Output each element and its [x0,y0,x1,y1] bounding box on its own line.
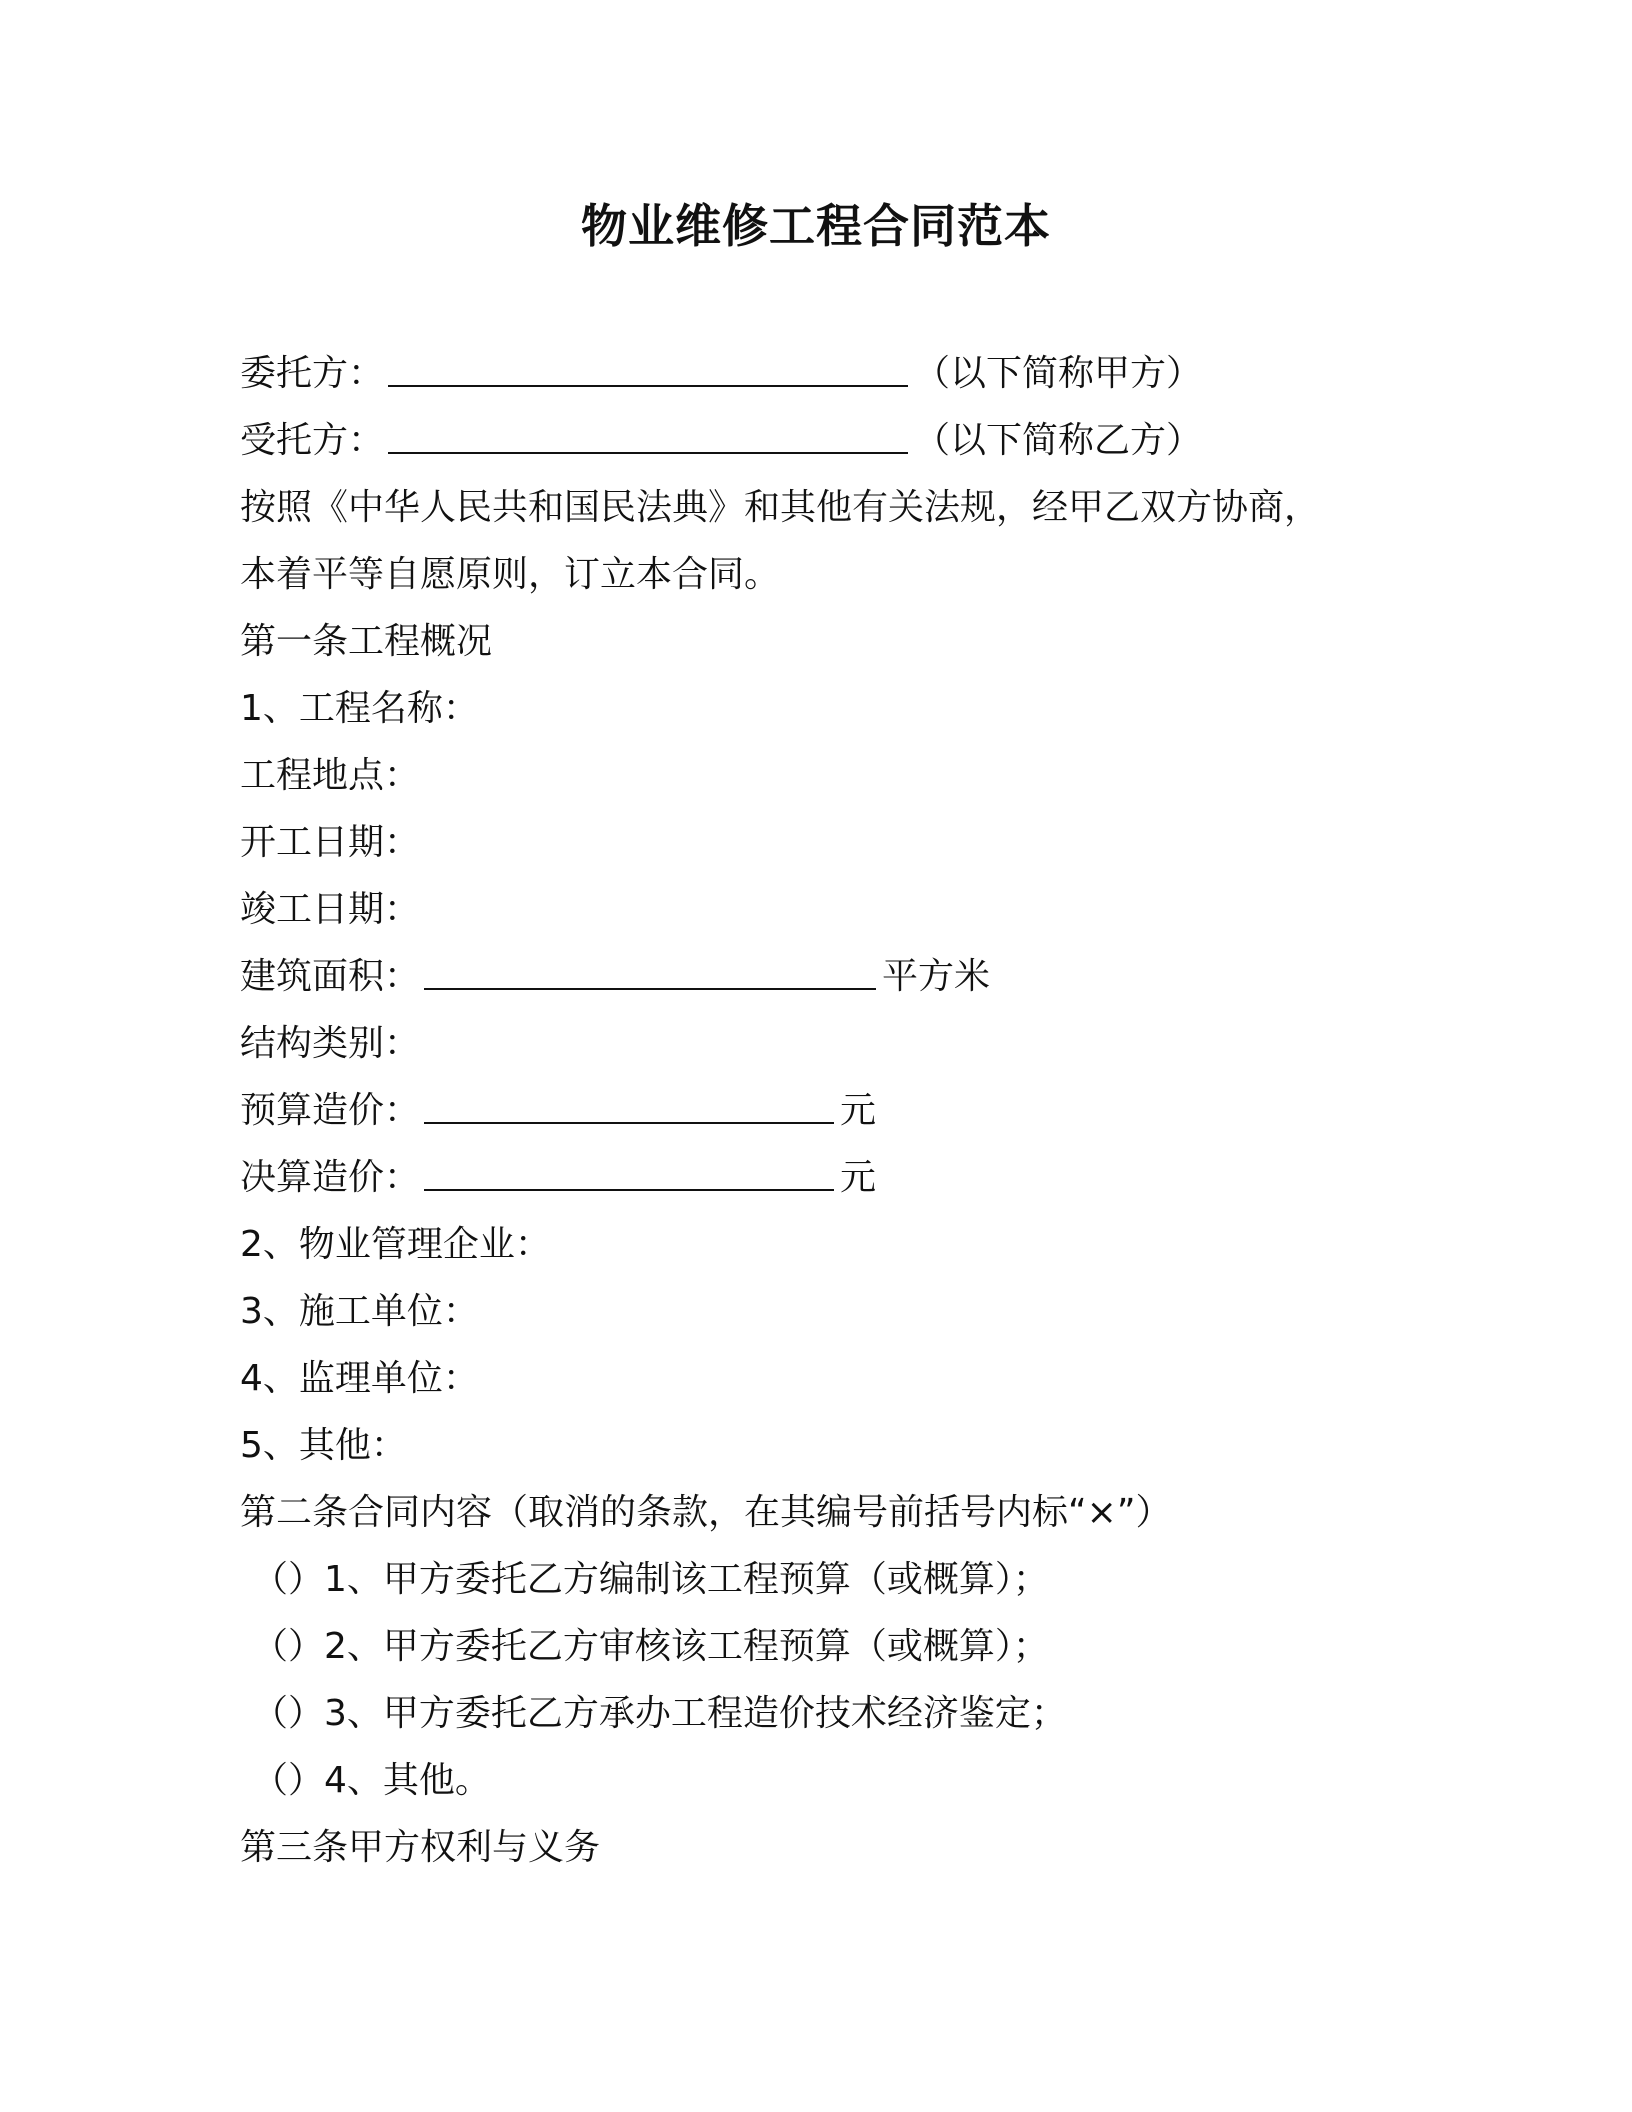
budget-cost-unit: 元 [840,1090,877,1131]
building-area-line [240,943,1420,1010]
party-a-line [240,340,1420,407]
article-2-heading: 第二条合同内容（取消的条款，在其编号前括号内标“×”） [240,1492,1172,1533]
final-cost-label: 决算造价： [240,1157,421,1198]
building-area-unit: 平方米 [882,956,991,997]
project-name-field: 1、工程名称： [240,688,479,729]
final-cost-blank[interactable] [424,1149,834,1191]
document-body [240,340,1420,1881]
contract-item: （）1、甲方委托乙方编制该工程预算（或概算）； [252,1559,1049,1600]
party-b-line [240,407,1420,474]
article-3-heading: 第三条甲方权利与义务 [240,1827,601,1868]
party-b-suffix: （以下简称乙方） [914,420,1203,461]
final-cost-unit: 元 [840,1157,877,1198]
supervision-unit-field: 4、监理单位： [240,1358,479,1399]
party-b-label: 受托方： [240,420,385,461]
final-cost-line [240,1144,1420,1211]
budget-cost-blank[interactable] [424,1082,834,1124]
contract-item: （）4、其他。 [252,1760,491,1801]
budget-cost-label: 预算造价： [240,1090,421,1131]
building-area-label: 建筑面积： [240,956,421,997]
end-date-field: 竣工日期： [240,889,421,930]
contract-item: （）3、甲方委托乙方承办工程造价技术经济鉴定； [252,1693,1067,1734]
structure-type-field: 结构类别： [240,1023,421,1064]
start-date-field: 开工日期： [240,822,421,863]
contract-item: （）2、甲方委托乙方审核该工程预算（或概算）； [252,1626,1049,1667]
intro-line-1: 按照《中华人民共和国民法典》和其他有关法规，经甲乙双方协商， [240,487,1321,528]
article-1-heading: 第一条工程概况 [240,621,493,662]
other-field: 5、其他： [240,1425,407,1466]
party-a-blank[interactable] [388,345,908,387]
party-a-label: 委托方： [240,353,385,394]
project-location-field: 工程地点： [240,755,421,796]
intro-line-2: 本着平等自愿原则，订立本合同。 [240,554,781,595]
party-a-suffix: （以下简称甲方） [914,353,1203,394]
document-title: 物业维修工程合同范本 [581,199,1051,253]
property-management-field: 2、物业管理企业： [240,1224,551,1265]
party-b-blank[interactable] [388,412,908,454]
budget-cost-line [240,1077,1420,1144]
building-area-blank[interactable] [424,948,876,990]
construction-unit-field: 3、施工单位： [240,1291,479,1332]
